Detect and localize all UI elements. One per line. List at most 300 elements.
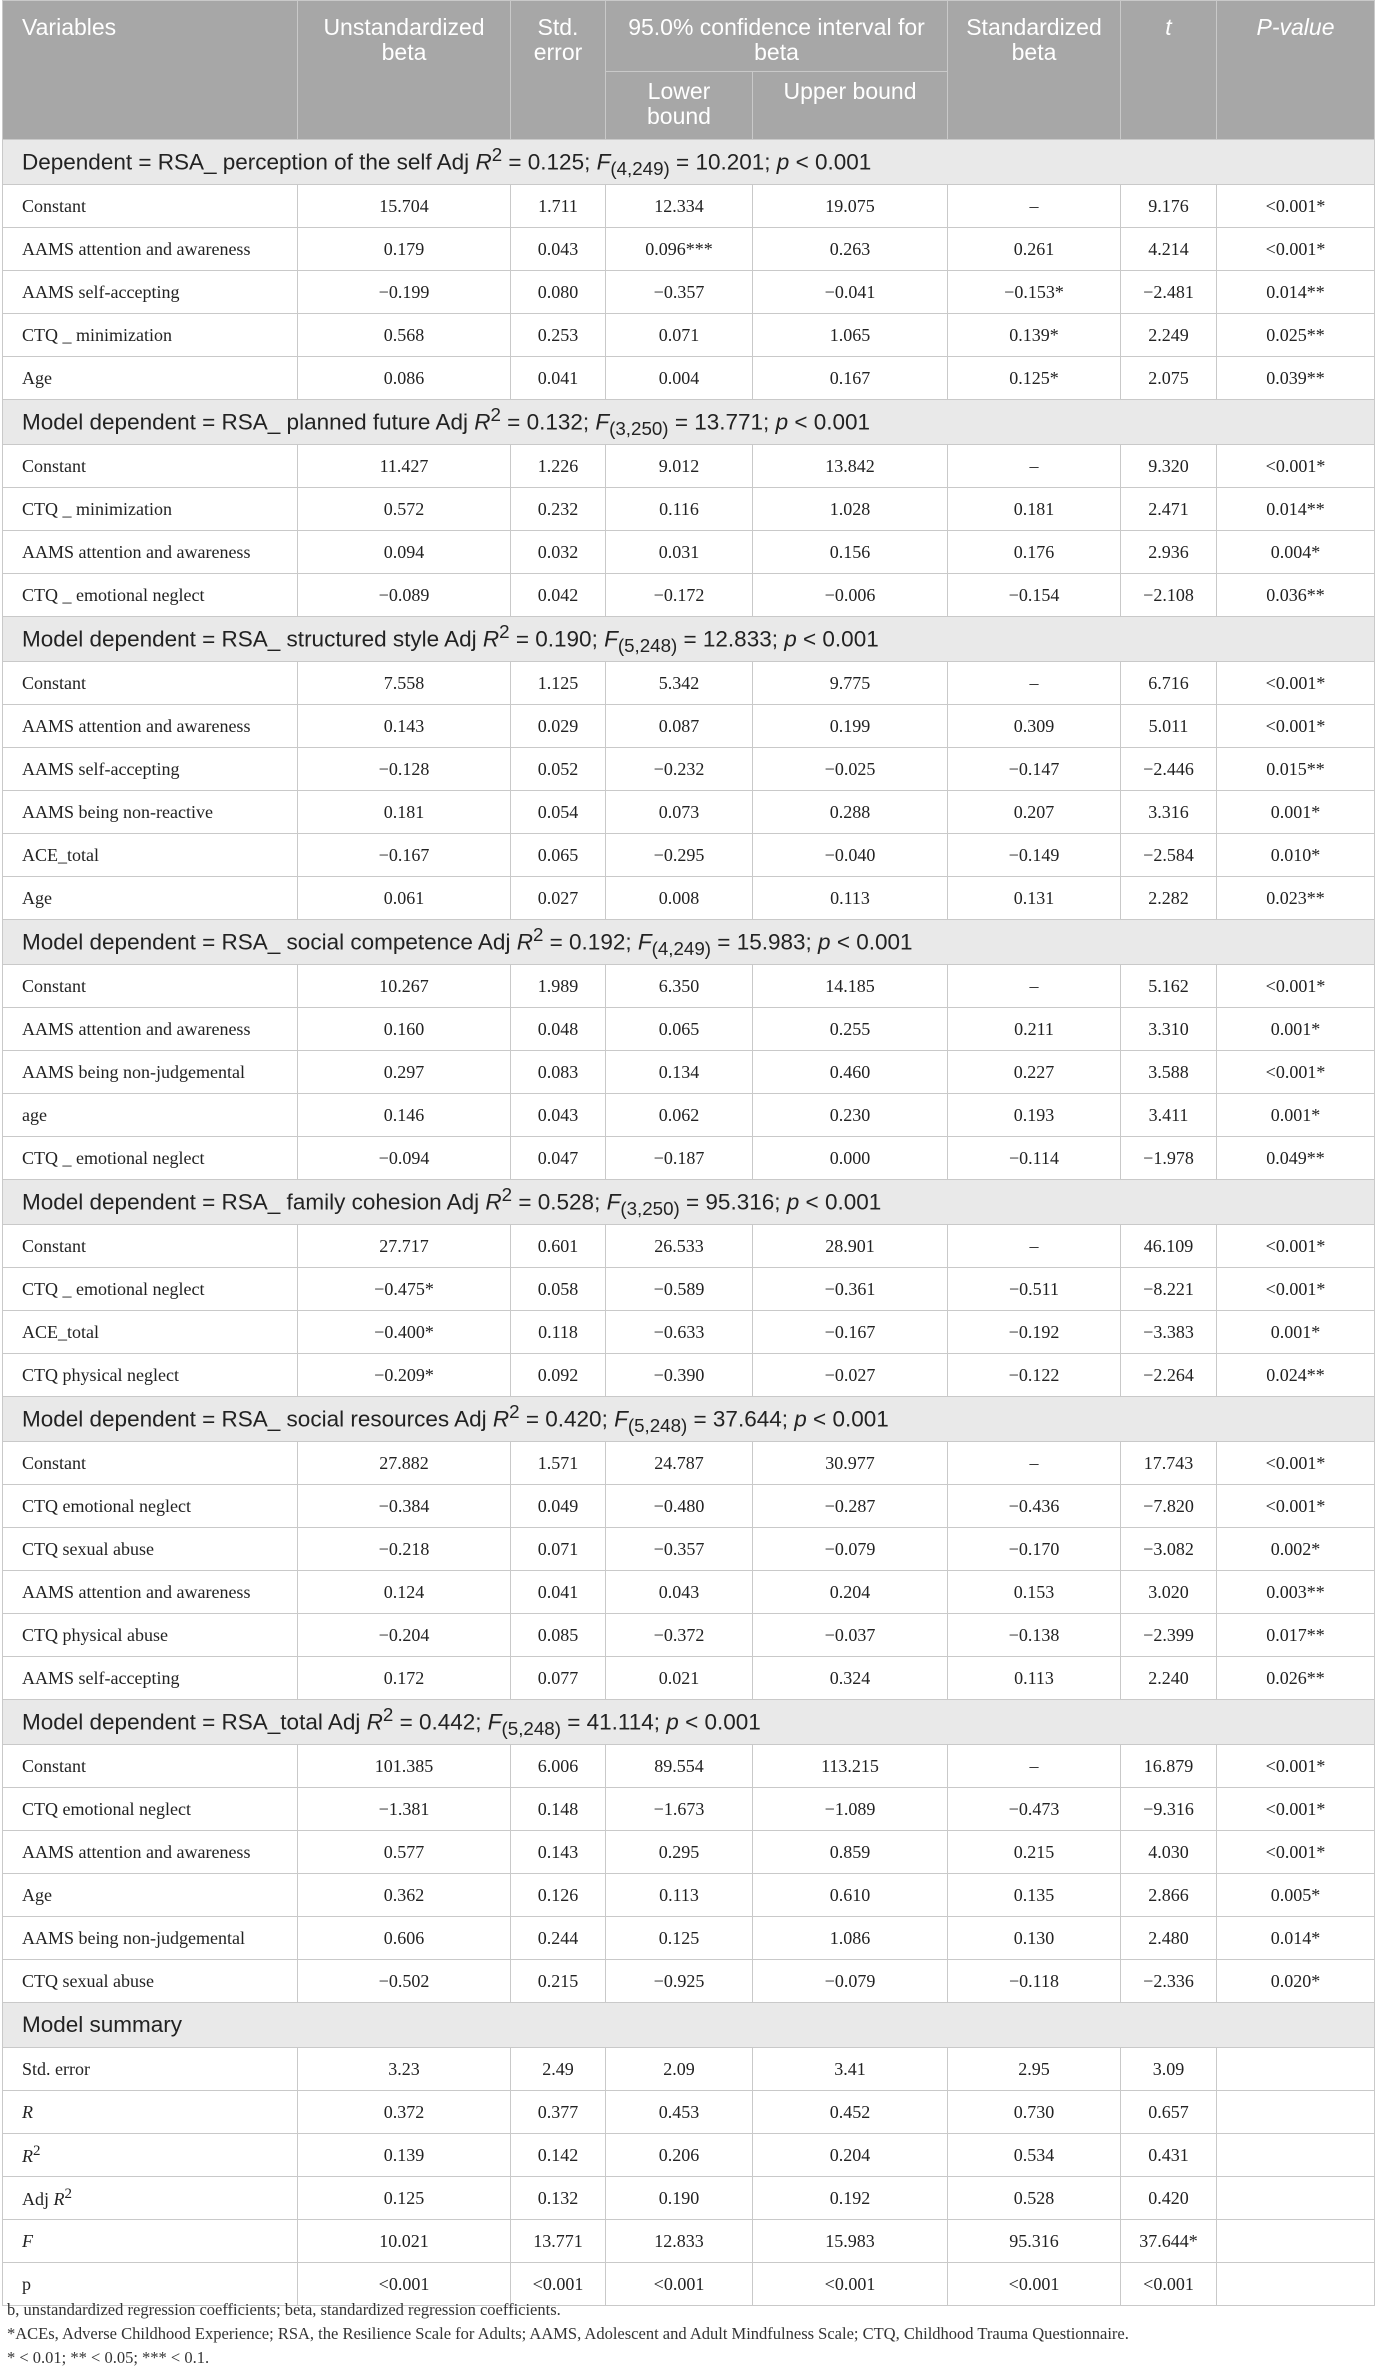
table-cell: 0.085: [511, 1614, 606, 1657]
model-section-title: Dependent = RSA_ perception of the self Adj $R^2 = 0.125$; $F_{(4,249)} = 10.201$; p < 0.001: [3, 140, 1375, 185]
table-cell: −0.633: [606, 1311, 753, 1354]
table-cell: −0.511: [948, 1268, 1121, 1311]
table-row: [3, 531, 1375, 574]
table-cell: 1.065: [753, 314, 948, 357]
model-section-header: [3, 1397, 1375, 1442]
table-cell: 0.297: [298, 1051, 511, 1094]
row-label: AAMS attention and awareness: [3, 1831, 298, 1874]
p-symbol: p: [794, 1406, 807, 1432]
table-cell: 5.162: [1121, 965, 1217, 1008]
table-cell: 0.139*: [948, 314, 1121, 357]
summary-cell: 3.41: [753, 2048, 948, 2091]
table-cell: −0.079: [753, 1960, 948, 2003]
table-cell: 0.211: [948, 1008, 1121, 1051]
header-unstandardized-beta: Unstandardized beta: [298, 1, 511, 140]
table-cell: –: [948, 445, 1121, 488]
table-cell: 0.014*: [1217, 1917, 1375, 1960]
table-cell: 0.601: [511, 1225, 606, 1268]
table-cell: 30.977: [753, 1442, 948, 1485]
summary-cell: [1217, 2134, 1375, 2177]
model-section-title: Model dependent = RSA_ structured style Adj $R^2 = 0.190$; $F_{(5,248)} = 12.833$; p < 0.001: [3, 617, 1375, 662]
summary-row-label: [3, 2091, 298, 2134]
table-cell: −0.167: [298, 834, 511, 877]
table-cell: 2.471: [1121, 488, 1217, 531]
header-p-value: P-value: [1217, 1, 1375, 140]
summary-cell: <0.001: [1121, 2263, 1217, 2306]
summary-cell: 0.657: [1121, 2091, 1217, 2134]
summary-cell: <0.001: [606, 2263, 753, 2306]
summary-cell: 95.316: [948, 2220, 1121, 2263]
table-cell: 19.075: [753, 185, 948, 228]
table-cell: 0.002*: [1217, 1528, 1375, 1571]
header-standardized-beta: Standardized beta: [948, 1, 1121, 140]
table-row: [3, 1528, 1375, 1571]
table-cell: 0.041: [511, 357, 606, 400]
row-label: Constant: [3, 1442, 298, 1485]
row-label: CTQ _ minimization: [3, 314, 298, 357]
model-section-header: [3, 617, 1375, 662]
model-p-value: < 0.001: [794, 409, 871, 435]
table-cell: 0.126: [511, 1874, 606, 1917]
table-cell: 0.261: [948, 228, 1121, 271]
summary-cell: 0.142: [511, 2134, 606, 2177]
table-cell: 9.775: [753, 662, 948, 705]
table-cell: 0.176: [948, 531, 1121, 574]
row-label: CTQ _ emotional neglect: [3, 1137, 298, 1180]
row-label: Age: [3, 1874, 298, 1917]
summary-row-label: [3, 2048, 298, 2091]
summary-row-label: [3, 2177, 298, 2220]
table-cell: 0.058: [511, 1268, 606, 1311]
model-prefix: Model dependent = RSA_ social resources Adj: [22, 1406, 493, 1432]
stat-symbol: p: [22, 2273, 31, 2294]
table-cell: −0.037: [753, 1614, 948, 1657]
table-cell: −3.082: [1121, 1528, 1217, 1571]
model-adj-r2: 0.192: [569, 929, 626, 955]
r-symbol: R: [516, 929, 533, 955]
table-cell: −0.118: [948, 1960, 1121, 2003]
summary-cell: [1217, 2091, 1375, 2134]
table-cell: 0.087: [606, 705, 753, 748]
row-label: AAMS being non-reactive: [3, 791, 298, 834]
p-symbol: p: [775, 409, 789, 435]
table-cell: 1.086: [753, 1917, 948, 1960]
stat-exponent: 2: [33, 2143, 41, 2159]
table-cell: 5.011: [1121, 705, 1217, 748]
summary-row: [3, 2220, 1375, 2263]
table-cell: 0.036**: [1217, 574, 1375, 617]
r-symbol: R: [475, 149, 492, 175]
table-cell: 0.606: [298, 1917, 511, 1960]
table-cell: 0.004*: [1217, 531, 1375, 574]
table-cell: 0.043: [511, 228, 606, 271]
table-row: [3, 445, 1375, 488]
table-cell: 0.061: [298, 877, 511, 920]
table-cell: −0.295: [606, 834, 753, 877]
r-squared-exponent: 2: [499, 621, 510, 642]
r-symbol: R: [366, 1709, 383, 1735]
model-section-header: [3, 400, 1375, 445]
model-f-value: 13.771: [694, 409, 764, 435]
summary-cell: 3.09: [1121, 2048, 1217, 2091]
summary-cell: 0.190: [606, 2177, 753, 2220]
table-cell: −0.122: [948, 1354, 1121, 1397]
header-upper-bound: Upper bound: [753, 72, 948, 140]
model-summary-title: Model summary: [3, 2003, 1375, 2048]
table-row: [3, 1442, 1375, 1485]
table-cell: −0.372: [606, 1614, 753, 1657]
table-cell: 0.021: [606, 1657, 753, 1700]
table-cell: −0.204: [298, 1614, 511, 1657]
table-cell: −0.192: [948, 1311, 1121, 1354]
row-label: Constant: [3, 1225, 298, 1268]
row-label: ACE_total: [3, 834, 298, 877]
table-cell: 0.288: [753, 791, 948, 834]
table-cell: −0.040: [753, 834, 948, 877]
table-cell: <0.001*: [1217, 1788, 1375, 1831]
table-cell: 0.153: [948, 1571, 1121, 1614]
table-cell: 0.230: [753, 1094, 948, 1137]
table-cell: 0.255: [753, 1008, 948, 1051]
footnote-acronyms: *ACEs, Adverse Childhood Experience; RSA, the Resilience Scale for Adults; AAMS, Adolescent and Adult Mindfulness Scale; CTQ, Childhood Trauma Questionnaire.: [7, 2324, 1129, 2343]
model-section-title: Model dependent = RSA_ family cohesion Adj $R^2 = 0.528$; $F_{(3,250)} = 95.316$; p < 0.001: [3, 1180, 1375, 1225]
header-t: t: [1121, 1, 1217, 140]
summary-row: [3, 2048, 1375, 2091]
table-cell: <0.001*: [1217, 705, 1375, 748]
stat-symbol: R: [22, 2146, 33, 2166]
table-cell: −7.820: [1121, 1485, 1217, 1528]
table-cell: 24.787: [606, 1442, 753, 1485]
table-cell: 0.199: [753, 705, 948, 748]
table-cell: 0.572: [298, 488, 511, 531]
table-cell: 0.160: [298, 1008, 511, 1051]
table-cell: 0.134: [606, 1051, 753, 1094]
table-cell: 0.362: [298, 1874, 511, 1917]
model-p-value: < 0.001: [813, 1406, 889, 1432]
table-cell: 0.049: [511, 1485, 606, 1528]
model-prefix: Model dependent = RSA_ structured style Adj: [22, 626, 483, 652]
table-cell: 0.263: [753, 228, 948, 271]
stat-symbol: F: [22, 2230, 33, 2251]
table-cell: <0.001*: [1217, 1485, 1375, 1528]
table-row: [3, 1485, 1375, 1528]
p-symbol: p: [786, 1189, 800, 1215]
model-adj-r2: 0.125: [527, 149, 585, 175]
model-prefix: Model dependent = RSA_total Adj: [22, 1709, 367, 1735]
model-prefix: Dependent = RSA_ perception of the self Adj: [22, 149, 476, 175]
table-cell: <0.001*: [1217, 1268, 1375, 1311]
table-cell: 5.342: [606, 662, 753, 705]
table-cell: 1.571: [511, 1442, 606, 1485]
table-row: [3, 834, 1375, 877]
summary-cell: 0.452: [753, 2091, 948, 2134]
r-symbol: R: [492, 1406, 510, 1432]
table-cell: –: [948, 1442, 1121, 1485]
f-symbol: F: [637, 929, 652, 955]
row-label: CTQ physical neglect: [3, 1354, 298, 1397]
table-cell: 0.017**: [1217, 1614, 1375, 1657]
model-p-value: < 0.001: [685, 1709, 761, 1735]
table-cell: 101.385: [298, 1745, 511, 1788]
table-cell: 0.181: [298, 791, 511, 834]
table-cell: 0.295: [606, 1831, 753, 1874]
table-cell: –: [948, 185, 1121, 228]
table-cell: 2.240: [1121, 1657, 1217, 1700]
table-row: [3, 1311, 1375, 1354]
table-cell: −2.584: [1121, 834, 1217, 877]
table-cell: 0.309: [948, 705, 1121, 748]
table-row: [3, 1094, 1375, 1137]
model-adj-r2: 0.442: [418, 1709, 476, 1735]
model-section-header: [3, 140, 1375, 185]
summary-cell: 0.528: [948, 2177, 1121, 2220]
table-cell: 0.146: [298, 1094, 511, 1137]
table-row: [3, 574, 1375, 617]
table-cell: 0.001*: [1217, 1311, 1375, 1354]
table-cell: 28.901: [753, 1225, 948, 1268]
table-cell: −2.399: [1121, 1614, 1217, 1657]
row-label: CTQ _ emotional neglect: [3, 574, 298, 617]
table-cell: −0.114: [948, 1137, 1121, 1180]
p-symbol: p: [776, 149, 790, 175]
table-cell: 0.193: [948, 1094, 1121, 1137]
row-label: AAMS being non-judgemental: [3, 1917, 298, 1960]
table-row: [3, 1354, 1375, 1397]
row-label: CTQ _ minimization: [3, 488, 298, 531]
table-cell: 0.124: [298, 1571, 511, 1614]
table-cell: −0.589: [606, 1268, 753, 1311]
p-symbol: p: [784, 626, 797, 652]
table-cell: 0.042: [511, 574, 606, 617]
summary-cell: 10.021: [298, 2220, 511, 2263]
table-cell: 0.215: [948, 1831, 1121, 1874]
table-cell: 9.012: [606, 445, 753, 488]
table-row: [3, 185, 1375, 228]
table-cell: <0.001*: [1217, 1745, 1375, 1788]
table-cell: 11.427: [298, 445, 511, 488]
table-cell: 0.014**: [1217, 271, 1375, 314]
row-label: CTQ physical abuse: [3, 1614, 298, 1657]
table-cell: −0.128: [298, 748, 511, 791]
table-cell: −0.172: [606, 574, 753, 617]
table-row: [3, 791, 1375, 834]
model-df: (4,249): [610, 158, 670, 179]
table-cell: −2.481: [1121, 271, 1217, 314]
summary-cell: 0.534: [948, 2134, 1121, 2177]
summary-cell: 0.139: [298, 2134, 511, 2177]
table-row: [3, 314, 1375, 357]
table-cell: −2.108: [1121, 574, 1217, 617]
model-f-value: 41.114: [586, 1709, 654, 1735]
model-f-value: 95.316: [705, 1189, 775, 1215]
model-prefix: Model dependent = RSA_ family cohesion Adj: [22, 1189, 486, 1215]
table-cell: 3.411: [1121, 1094, 1217, 1137]
table-cell: −0.390: [606, 1354, 753, 1397]
table-cell: 0.015**: [1217, 748, 1375, 791]
table-cell: −0.094: [298, 1137, 511, 1180]
table-cell: <0.001*: [1217, 1442, 1375, 1485]
table-cell: 0.156: [753, 531, 948, 574]
table-cell: 0.092: [511, 1354, 606, 1397]
table-cell: 0.610: [753, 1874, 948, 1917]
r-symbol: R: [485, 1189, 502, 1215]
table-cell: 0.062: [606, 1094, 753, 1137]
table-cell: 0.118: [511, 1311, 606, 1354]
table-cell: 0.113: [948, 1657, 1121, 1700]
table-cell: −0.089: [298, 574, 511, 617]
table-cell: <0.001*: [1217, 965, 1375, 1008]
table-cell: 17.743: [1121, 1442, 1217, 1485]
table-cell: 0.000: [753, 1137, 948, 1180]
table-cell: −0.357: [606, 1528, 753, 1571]
table-cell: 0.029: [511, 705, 606, 748]
table-cell: −8.221: [1121, 1268, 1217, 1311]
table-cell: 3.310: [1121, 1008, 1217, 1051]
table-cell: 0.005*: [1217, 1874, 1375, 1917]
table-cell: −0.154: [948, 574, 1121, 617]
summary-cell: 0.192: [753, 2177, 948, 2220]
model-prefix: Model dependent = RSA_ planned future Adj: [22, 409, 475, 435]
stat-symbol-display: Adj R: [22, 2189, 65, 2209]
table-cell: 0.020*: [1217, 1960, 1375, 2003]
table-cell: 0.227: [948, 1051, 1121, 1094]
table-cell: −3.383: [1121, 1311, 1217, 1354]
table-cell: 0.086: [298, 357, 511, 400]
table-cell: 0.167: [753, 357, 948, 400]
table-cell: −0.187: [606, 1137, 753, 1180]
table-cell: −9.316: [1121, 1788, 1217, 1831]
table-cell: −0.400*: [298, 1311, 511, 1354]
r-squared-exponent: 2: [382, 1704, 394, 1725]
row-label: AAMS attention and awareness: [3, 531, 298, 574]
summary-cell: 2.95: [948, 2048, 1121, 2091]
table-cell: −0.232: [606, 748, 753, 791]
summary-cell: 0.420: [1121, 2177, 1217, 2220]
table-cell: 9.320: [1121, 445, 1217, 488]
table-cell: 26.533: [606, 1225, 753, 1268]
table-cell: −0.167: [753, 1311, 948, 1354]
table-cell: 0.001*: [1217, 1008, 1375, 1051]
table-row: [3, 1268, 1375, 1311]
table-cell: 3.020: [1121, 1571, 1217, 1614]
summary-cell: [1217, 2220, 1375, 2263]
table-cell: 0.047: [511, 1137, 606, 1180]
row-label: CTQ emotional neglect: [3, 1788, 298, 1831]
table-cell: 2.249: [1121, 314, 1217, 357]
table-cell: 0.024**: [1217, 1354, 1375, 1397]
table-footnotes: [7, 2298, 1367, 2370]
table-row: [3, 1874, 1375, 1917]
table-cell: 0.025**: [1217, 314, 1375, 357]
r-squared-exponent: 2: [501, 1184, 513, 1205]
table-cell: 2.480: [1121, 1917, 1217, 1960]
table-cell: <0.001*: [1217, 185, 1375, 228]
model-f-value: 12.833: [702, 626, 772, 652]
table-cell: 2.866: [1121, 1874, 1217, 1917]
table-cell: −0.361: [753, 1268, 948, 1311]
table-cell: 0.041: [511, 1571, 606, 1614]
row-label: age: [3, 1094, 298, 1137]
table-row: [3, 877, 1375, 920]
table-row: [3, 1831, 1375, 1874]
table-row: [3, 1137, 1375, 1180]
summary-cell: 13.771: [511, 2220, 606, 2263]
table-cell: −0.384: [298, 1485, 511, 1528]
table-row: [3, 1917, 1375, 1960]
summary-cell: 15.983: [753, 2220, 948, 2263]
table-cell: 0.026**: [1217, 1657, 1375, 1700]
row-label: CTQ sexual abuse: [3, 1960, 298, 2003]
table-cell: 0.001*: [1217, 791, 1375, 834]
model-df: (5,248): [501, 1718, 561, 1739]
table-row: [3, 1571, 1375, 1614]
header-confidence-interval: 95.0% confidence interval for beta: [606, 1, 948, 72]
table-cell: −1.673: [606, 1788, 753, 1831]
table-cell: 0.010*: [1217, 834, 1375, 877]
table-cell: 0.113: [753, 877, 948, 920]
row-label: CTQ emotional neglect: [3, 1485, 298, 1528]
table-cell: −1.978: [1121, 1137, 1217, 1180]
row-label: Constant: [3, 445, 298, 488]
table-cell: 4.030: [1121, 1831, 1217, 1874]
summary-cell: [1217, 2048, 1375, 2091]
table-cell: 10.267: [298, 965, 511, 1008]
summary-cell: 37.644*: [1121, 2220, 1217, 2263]
table-cell: −0.149: [948, 834, 1121, 877]
summary-cell: 0.453: [606, 2091, 753, 2134]
footnote-abbreviations: b, unstandardized regression coefficients; beta, standardized regression coefficients.: [7, 2300, 561, 2319]
f-symbol: F: [606, 1189, 621, 1215]
table-cell: 113.215: [753, 1745, 948, 1788]
table-cell: 12.334: [606, 185, 753, 228]
f-symbol: F: [604, 626, 618, 652]
table-cell: 6.350: [606, 965, 753, 1008]
table-cell: 0.065: [606, 1008, 753, 1051]
stat-symbol: R: [22, 2101, 33, 2122]
table-cell: 0.065: [511, 834, 606, 877]
row-label: CTQ sexual abuse: [3, 1528, 298, 1571]
model-p-value: < 0.001: [795, 149, 872, 175]
table-cell: 0.008: [606, 877, 753, 920]
table-cell: 0.460: [753, 1051, 948, 1094]
model-section-header: [3, 1700, 1375, 1745]
table-cell: 0.577: [298, 1831, 511, 1874]
table-cell: <0.001*: [1217, 1225, 1375, 1268]
table-cell: −0.199: [298, 271, 511, 314]
model-section-title: Model dependent = RSA_total Adj $R^2 = 0.442$; $F_{(5,248)} = 41.114$; p < 0.001: [3, 1700, 1375, 1745]
table-cell: −0.480: [606, 1485, 753, 1528]
r-squared-exponent: 2: [509, 1401, 520, 1422]
table-cell: 2.936: [1121, 531, 1217, 574]
table-cell: –: [948, 1225, 1121, 1268]
model-adj-r2: 0.190: [535, 626, 592, 652]
summary-cell: [1217, 2177, 1375, 2220]
f-symbol: F: [595, 409, 610, 435]
summary-cell: 0.204: [753, 2134, 948, 2177]
row-label: Constant: [3, 1745, 298, 1788]
table-cell: 0.125*: [948, 357, 1121, 400]
stat-symbol: Std. error: [22, 2058, 90, 2079]
table-cell: −0.475*: [298, 1268, 511, 1311]
table-cell: −0.027: [753, 1354, 948, 1397]
table-cell: −2.336: [1121, 1960, 1217, 2003]
f-symbol: F: [614, 1406, 628, 1432]
model-df: (5,248): [617, 635, 678, 656]
table-row: [3, 1051, 1375, 1094]
table-row: [3, 271, 1375, 314]
table-cell: 89.554: [606, 1745, 753, 1788]
table-cell: 0.003**: [1217, 1571, 1375, 1614]
